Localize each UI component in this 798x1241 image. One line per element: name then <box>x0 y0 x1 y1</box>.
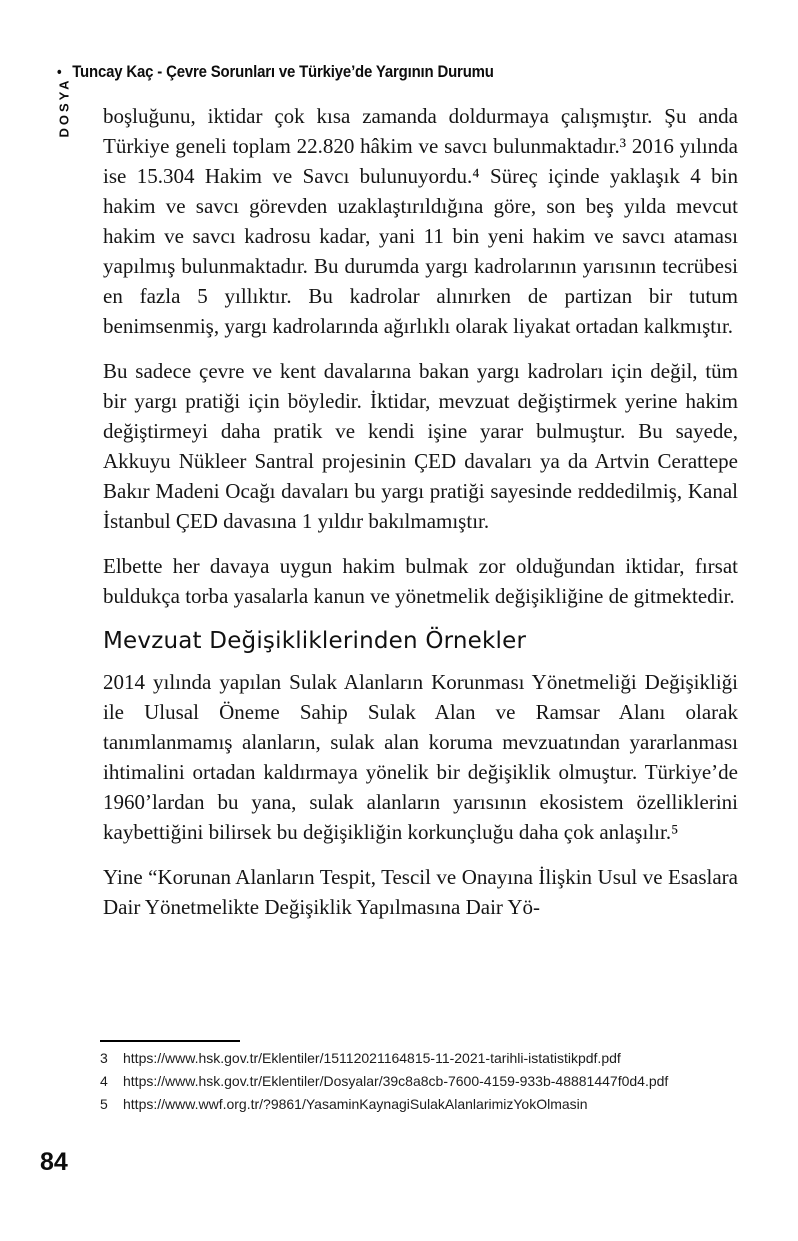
section-heading: Mevzuat Değişikliklerinden Örnekler <box>103 628 527 654</box>
footnote-url: https://www.hsk.gov.tr/Eklentiler/15112021164815-11-2021-tarihli-istatistikpdf.pdf <box>123 1050 621 1066</box>
dosya-margin-label: DOSYA <box>56 77 72 138</box>
running-header <box>57 62 494 82</box>
body-paragraph-1: boşluğunu, iktidar çok kısa zamanda doldurmaya çalışmıştır. Şu anda Türkiye geneli toplam 22.820 hâkim ve savcı bulunmaktadır.³ 2016 yılında ise 15.304 Hakim ve Savcı bulunuyordu.⁴ Süreç içinde yaklaşık 4 bin hakim ve savcı görevden uzaklaştırıldığına göre, son beş yılda mevcut hakim ve savcı kadrosu kadar, yani 11 bin yeni hakim ve savcı ataması yapılmış bulunmaktadır. Bu durumda yargı kadrolarının yarısının tecrübesi en fazla 5 yıllıktır. Bu kadrolar alınırken de partizan bir tutum benimsenmiş, yargı kadrolarında ağırlıklı olarak liyakat ortadan kalkmıştır. <box>103 104 738 338</box>
body-text-column <box>103 101 738 937</box>
header-article-title: Çevre Sorunları ve Türkiye’de Yargının Durumu <box>166 62 494 81</box>
footnote-number: 3 <box>100 1050 108 1066</box>
footnote-number: 5 <box>100 1096 108 1112</box>
footnote-4 <box>97 1070 738 1093</box>
header-author: Tuncay Kaç - <box>72 62 167 81</box>
footnote-5 <box>97 1093 738 1116</box>
page-number: 84 <box>40 1148 68 1176</box>
bullet-icon: • <box>57 64 62 81</box>
footnote-divider <box>100 1040 240 1042</box>
body-paragraph-2: Bu sadece çevre ve kent davalarına bakan yargı kadroları için değil, tüm bir yargı pratiği için böyledir. İktidar, mevzuat değiştirmek yerine hakim değiştirmeyi daha pratik ve kendi işine yarar bulmuştur. Bu sayede, Akkuyu Nükleer Santral projesinin ÇED davaları ya da Artvin Cerattepe Bakır Madeni Ocağı davaları bu yargı pratiği sayesinde reddedilmiş, Kanal İstanbul ÇED davasına 1 yıldır bakılmamıştır. <box>103 359 738 533</box>
footnote-number: 4 <box>100 1073 108 1089</box>
footnote-url: https://www.wwf.org.tr/?9861/YasaminKaynagiSulakAlanlarimizYokOlmasin <box>123 1096 588 1112</box>
body-paragraph-3: Elbette her davaya uygun hakim bulmak zor olduğundan iktidar, fırsat buldukça torba yasalarla kanun ve yönetmelik değişikliğine de gitmektedir. <box>103 554 738 608</box>
body-paragraph-4: 2014 yılında yapılan Sulak Alanların Korunması Yönetmeliği Değişikliği ile Ulusal Öneme Sahip Sulak Alan ve Ramsar Alanı olarak tanımlanmamış alanların, sulak alan koruma mevzuatından yararlanması ihtimalini ortadan kaldırmaya yönelik bir değişiklik olmuştur. Türkiye’de 1960’lardan bu yana, sulak alanların yarısının ekosistem özelliklerini kaybettiğini bilirsek bu değişikliğin korkunçluğu daha çok anlaşılır.⁵ <box>103 670 738 844</box>
footnote-url: https://www.hsk.gov.tr/Eklentiler/Dosyalar/39c8a8cb-7600-4159-933b-48881447f0d4.pdf <box>123 1073 669 1089</box>
footnote-3 <box>97 1047 738 1070</box>
footnotes-section <box>97 1040 738 1116</box>
body-paragraph-5: Yine “Korunan Alanların Tespit, Tescil ve Onayına İlişkin Usul ve Esaslara Dair Yönetmelikte Değişiklik Yapılmasına Dair Yö- <box>103 865 738 919</box>
